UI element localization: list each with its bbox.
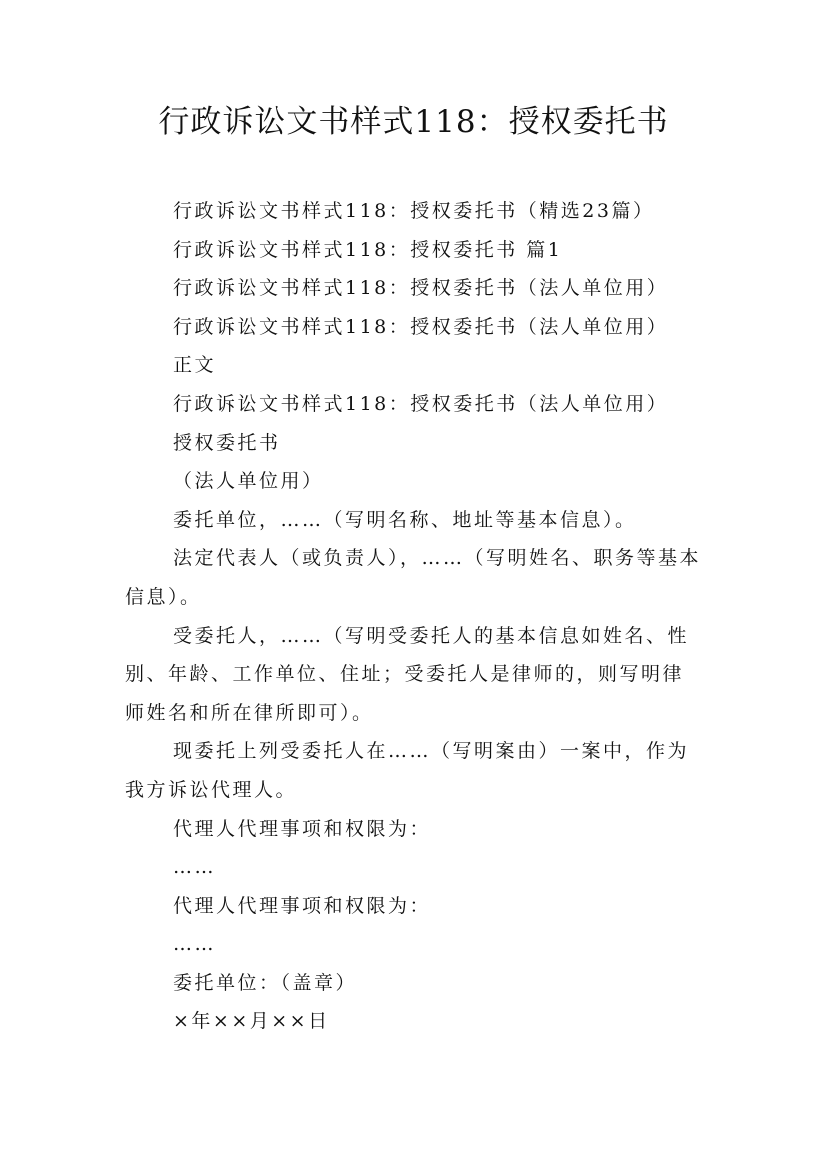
paragraph: 行政诉讼文书样式118：授权委托书 篇1 [173, 238, 563, 261]
document-title: 行政诉讼文书样式118：授权委托书 [158, 104, 669, 140]
paragraph: 委托单位，……（写明名称、地址等基本信息）。 [173, 508, 637, 531]
document-body [125, 192, 703, 1041]
paragraph: 受委托人，……（写明受委托人的基本信息如姓名、性别、年龄、工作单位、住址；受委托人是律师的，则写明律师姓名和所在律所即可）。 [125, 624, 690, 724]
paragraph: 委托单位：（盖章） [173, 971, 358, 994]
paragraph: …… [173, 856, 216, 879]
paragraph: 行政诉讼文书样式118：授权委托书（法人单位用） [173, 392, 669, 415]
paragraph: ×年××月××日 [173, 1010, 330, 1033]
paragraph: …… [173, 933, 216, 956]
paragraph: 法定代表人（或负责人），……（写明姓名、职务等基本信息）。 [125, 547, 702, 608]
paragraph: 行政诉讼文书样式118：授权委托书（法人单位用） [173, 315, 669, 338]
paragraph: 行政诉讼文书样式118：授权委托书（精选23篇） [173, 200, 655, 222]
paragraph: 代理人代理事项和权限为： [173, 894, 432, 917]
paragraph: 行政诉讼文书样式118：授权委托书（法人单位用） [173, 277, 669, 300]
paragraph: 正文 [173, 354, 217, 377]
paragraph: 授权委托书 [173, 431, 281, 454]
paragraph: 现委托上列受委托人在……（写明案由）一案中，作为我方诉讼代理人。 [125, 740, 690, 801]
paragraph: （法人单位用） [173, 470, 324, 493]
paragraph: 代理人代理事项和权限为： [173, 817, 432, 840]
